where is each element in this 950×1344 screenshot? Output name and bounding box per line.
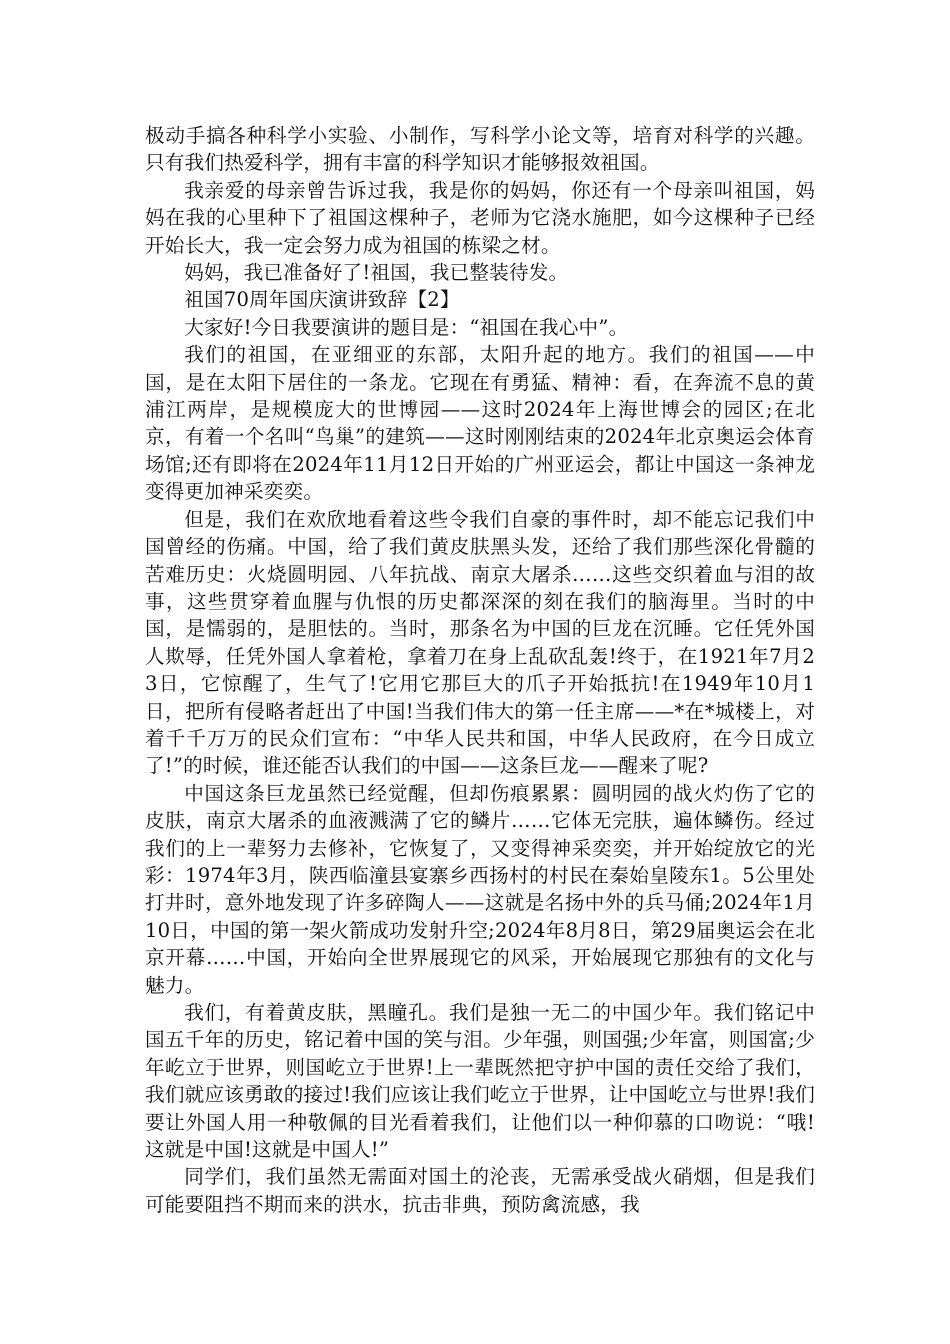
paragraph: 中国这条巨龙虽然已经觉醒，但却伤痕累累：圆明园的战火灼伤了它的皮肤，南京大屠杀的血液溅满了它的鳞片……它体无完肤，遍体鳞伤。经过我们的上一辈努力去修补，它恢复了，又变得神采奕奕，并开始绽放它的光彩：1974年3月，陕西临潼县宴寨乡西扬村的村民在秦始皇陵东1。5公里处打井时，意外地发现了许多碎陶人——这就是名扬中外的兵马俑;2024年1月10日，中国的第一架火箭成功发射升空;2024年8月8日，第29届奥运会在北京开幕……中国，开始向全世界展现它的风采，开始展现它那独有的文化与魅力。 (145, 781, 815, 997)
paragraph: 我们的祖国，在亚细亚的东部，太阳升起的地方。我们的祖国——中国，是在太阳下居住的一条龙。它现在有勇猛、精神：看，在奔流不息的黄浦江两岸，是规模庞大的世博园——这时2024年上海世博会的园区;在北京，有着一个名叫“鸟巢”的建筑——这时刚刚结束的2024年北京奥运会体育场馆;还有即将在2024年11月12日开始的广州亚运会，都让中国这一条神龙变得更加神采奕奕。 (145, 343, 815, 504)
paragraph: 妈妈，我已准备好了!祖国，我已整装待发。 (184, 261, 569, 285)
document-body (145, 122, 815, 1218)
paragraph: 大家好!今日我要演讲的题目是：“祖国在我心中”。 (184, 315, 629, 339)
paragraph: 极动手搞各种科学小实验、小制作，写科学小论文等，培育对科学的兴趣。只有我们热爱科学，拥有丰富的科学知识才能够报效祖国。 (145, 124, 815, 175)
paragraph: 但是，我们在欢欣地看着这些令我们自豪的事件时，却不能忘记我们中国曾经的伤痛。中国，给了我们黄皮肤黑头发，还给了我们那些深化骨髓的苦难历史：火烧圆明园、八年抗战、南京大屠杀……这些交织着血与泪的故事，这些贯穿着血腥与仇恨的历史都深深的刻在我们的脑海里。当时的中国，是懦弱的，是胆怯的。当时，那条名为中国的巨龙在沉睡。它任凭外国人欺辱，任凭外国人拿着枪，拿着刀在身上乱砍乱轰!终于，在1921年7月23日，它惊醒了，生气了!它用它那巨大的爪子开始抵抗!在1949年10月1日，把所有侵略者赶出了中国!当我们伟大的第一任主席——*在*城楼上，对着千千万万的民众们宣布：“中华人民共和国，中华人民政府，在今日成立了!”的时候，谁还能否认我们的中国——这条巨龙——醒来了呢? (145, 507, 815, 778)
paragraph: 我们，有着黄皮肤，黑瞳孔。我们是独一无二的中国少年。我们铭记中国五千年的历史，铭记着中国的笑与泪。少年强，则国强;少年富，则国富;少年屹立于世界，则国屹立于世界!上一辈既然把守护中国的责任交给了我们，我们就应该勇敢的接过!我们应该让我们屹立于世界，让中国屹立与世界!我们要让外国人用一种敬佩的目光看着我们，让他们以一种仰慕的口吻说：“哦!这就是中国!这就是中国人!” (145, 1001, 815, 1162)
paragraph: 我亲爱的母亲曾告诉过我，我是你的妈妈，你还有一个母亲叫祖国，妈妈在我的心里种下了祖国这棵种子，老师为它浇水施肥，如今这棵种子已经开始长大，我一定会努力成为祖国的栋梁之材。 (145, 178, 815, 257)
section-heading: 祖国70周年国庆演讲致辞【2】 (184, 288, 460, 312)
paragraph: 同学们，我们虽然无需面对国土的沦丧，无需承受战火硝烟，但是我们可能要阻挡不期而来的洪水，抗击非典，预防禽流感，我 (145, 1165, 815, 1216)
